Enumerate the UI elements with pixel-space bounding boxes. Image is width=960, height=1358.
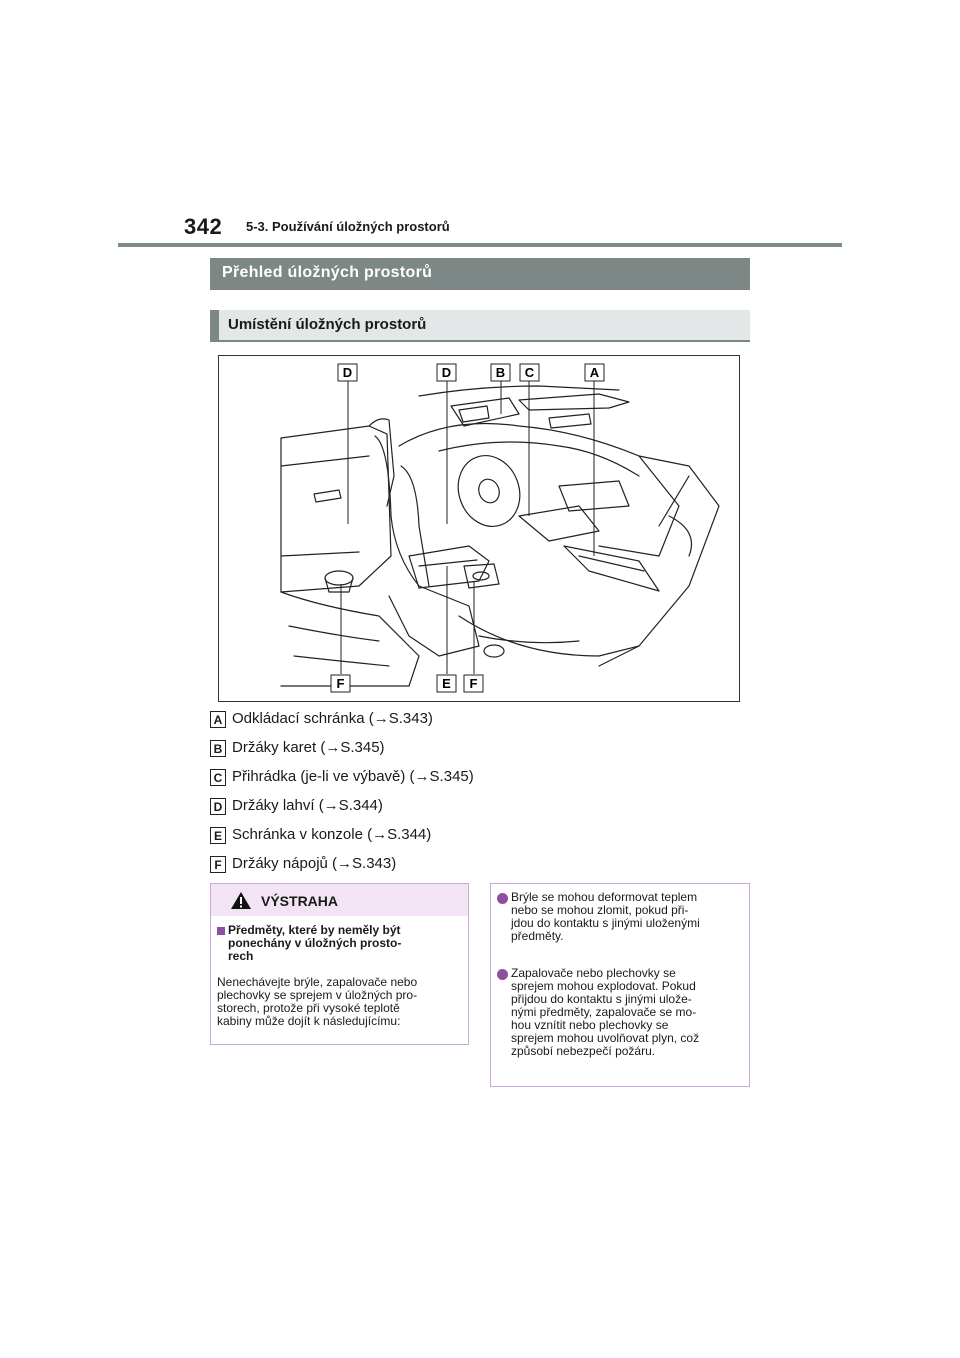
warning-item-line: hou vznítit nebo plechovky se <box>511 1018 669 1032</box>
legend-text: Odkládací schránka (→S.343) <box>232 710 433 727</box>
callout-label: A <box>589 365 600 380</box>
warning-body-line: kabiny může dojít k následujícímu: <box>217 1014 401 1028</box>
storage-locations-illustration <box>218 355 740 702</box>
section-title: Přehled úložných prostorů <box>222 264 433 281</box>
rear-cup-holder <box>325 571 353 585</box>
legend-key: E <box>210 827 226 844</box>
legend-item <box>210 739 750 759</box>
callout-label: F <box>469 676 478 691</box>
bullet-dot-icon <box>497 893 508 904</box>
sun-visor <box>451 398 519 426</box>
warning-body-line: storech, protože při vysoké teplotě <box>217 1001 400 1015</box>
warning-item <box>511 967 743 1058</box>
subsection-title-bar <box>210 310 750 342</box>
warning-item-line: sprejem mohou uvolňovat plyn, což <box>511 1031 700 1045</box>
subsection-title: Umístění úložných prostorů <box>228 316 427 333</box>
warning-item-line: nými předměty, zapalovače se mo- <box>511 1005 697 1019</box>
warning-heading-line: rech <box>228 949 254 963</box>
callout-label: D <box>342 365 353 380</box>
legend-key: B <box>210 740 226 757</box>
warning-body <box>217 976 463 1028</box>
legend-text: Držáky nápojů (→S.343) <box>232 855 397 872</box>
legend-item <box>210 710 750 730</box>
warning-item-line: jdou do kontaktu s jinými uloženými <box>511 916 700 930</box>
page-number: 342 <box>184 214 223 239</box>
warning-header <box>211 884 468 916</box>
warning-triangle-icon <box>230 891 252 910</box>
legend-text: Držáky karet (→S.345) <box>232 739 385 756</box>
warning-body-line: plechovky se sprejem v úložných pro- <box>217 988 418 1002</box>
bullet-dot-icon <box>497 969 508 980</box>
section-reference: 5-3. Používání úložných prostorů <box>246 219 450 234</box>
warning-item-line: sprejem mohou explodovat. Pokud <box>511 979 696 993</box>
callout-label: B <box>495 365 506 380</box>
warning-item-line: předměty. <box>511 929 564 943</box>
steering-wheel <box>448 447 529 535</box>
warning-item-line: nebo se mohou zlomit, pokud při- <box>511 903 689 917</box>
glove-box <box>564 546 659 591</box>
legend-key: D <box>210 798 226 815</box>
square-bullet-icon <box>217 927 225 935</box>
warning-box <box>210 883 469 1045</box>
subtitle-accent <box>210 310 219 340</box>
legend-text: Schránka v konzole (→S.344) <box>232 826 432 843</box>
warning-body-line: Nenechávejte brýle, zapalovače nebo <box>217 975 418 989</box>
warning-heading-line: ponechány v úložných prosto- <box>228 936 402 950</box>
warning-item <box>511 891 743 943</box>
rear-door-panel <box>281 426 391 592</box>
center-console-lid <box>409 546 489 588</box>
legend-item <box>210 797 750 817</box>
warning-title: VÝSTRAHA <box>261 893 339 909</box>
legend-item <box>210 826 750 846</box>
callout-label: C <box>524 365 535 380</box>
legend-item <box>210 768 750 788</box>
warning-heading <box>228 924 460 963</box>
warning-item-line: Zapalovače nebo plechovky se <box>511 966 676 980</box>
rear-view-mirror <box>549 414 591 428</box>
callout-label: D <box>441 365 452 380</box>
warning-item-line: přijdou do kontaktu s jinými ulože- <box>511 992 692 1006</box>
legend-item <box>210 855 750 875</box>
section-title-bar <box>210 258 750 290</box>
warning-continuation-box <box>490 883 750 1087</box>
card-holder <box>459 406 489 422</box>
center-stack <box>519 506 599 541</box>
legend-text: Přihrádka (je-li ve výbavě) (→S.345) <box>232 768 474 785</box>
car-interior-drawing <box>219 356 740 702</box>
legend-key: C <box>210 769 226 786</box>
header-divider <box>118 243 842 247</box>
warning-item-line: způsobí nebezpečí požáru. <box>511 1044 656 1058</box>
warning-heading-line: Předměty, které by neměly být <box>228 923 401 937</box>
legend-key: A <box>210 711 226 728</box>
callout-label: E <box>442 676 451 691</box>
legend-key: F <box>210 856 226 873</box>
door-handle <box>314 490 341 502</box>
callout-label: F <box>336 676 345 691</box>
legend-text: Držáky lahví (→S.344) <box>232 797 383 814</box>
warning-item-line: Brýle se mohou deformovat teplem <box>511 890 698 904</box>
